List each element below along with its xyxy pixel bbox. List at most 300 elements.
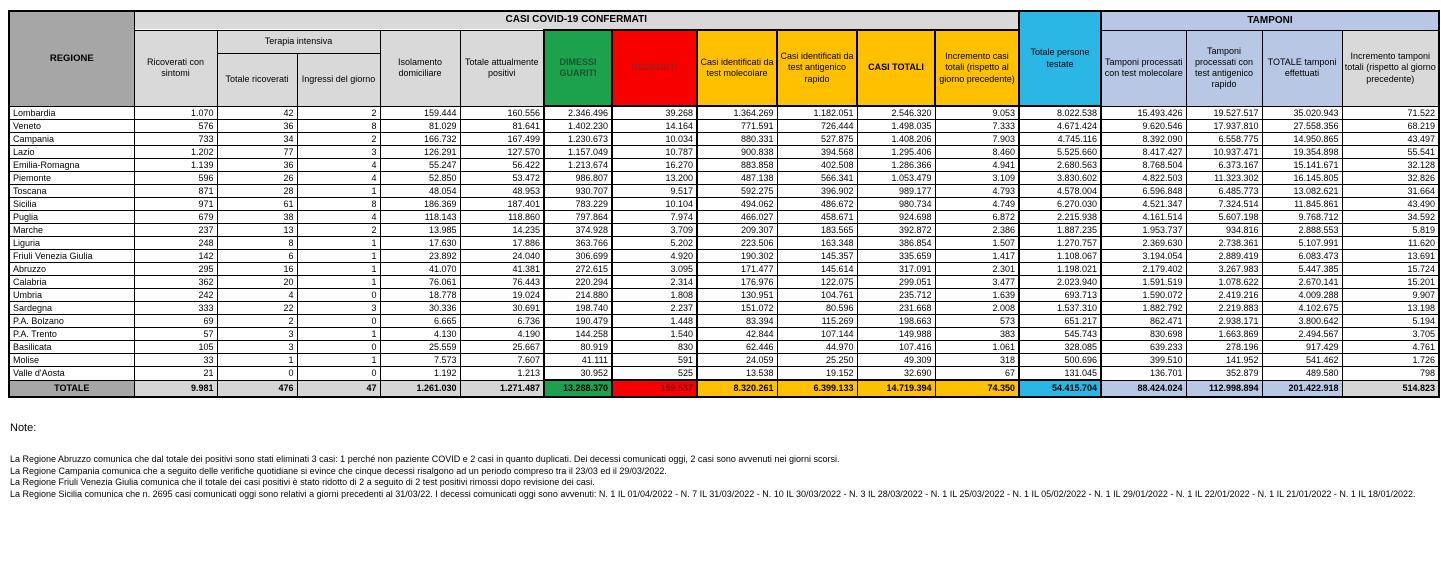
data-cell: 8.417.427 [1101, 146, 1186, 159]
data-cell: 80.919 [544, 341, 612, 354]
data-cell: 363.766 [544, 237, 612, 250]
data-cell: 187.401 [460, 198, 544, 211]
data-cell: 41.070 [380, 263, 460, 276]
data-cell: 733 [134, 133, 217, 146]
data-cell: 24.059 [697, 354, 777, 367]
data-cell: 1 [297, 185, 380, 198]
data-cell: 1.507 [935, 237, 1019, 250]
data-cell: 5.202 [612, 237, 697, 250]
data-cell: 458.671 [777, 211, 857, 224]
table-row [9, 276, 1439, 289]
data-cell: 9.907 [1342, 289, 1439, 302]
region-name: P.A. Trento [9, 328, 134, 341]
data-cell: 11.323.302 [1186, 172, 1262, 185]
totale-cell: 47 [297, 380, 380, 397]
data-cell: 149.988 [857, 328, 935, 341]
data-cell: 10.104 [612, 198, 697, 211]
data-cell: 171.477 [697, 263, 777, 276]
data-cell: 36 [217, 120, 297, 133]
data-cell: 2.369.630 [1101, 237, 1186, 250]
data-cell: 1.663.869 [1186, 328, 1262, 341]
data-cell: 13.082.621 [1262, 185, 1342, 198]
data-cell: 34 [217, 133, 297, 146]
data-cell: 2.008 [935, 302, 1019, 315]
data-cell: 4.761 [1342, 341, 1439, 354]
data-cell: 4 [297, 159, 380, 172]
table-row [9, 237, 1439, 250]
data-cell: 176.976 [697, 276, 777, 289]
data-cell: 26 [217, 172, 297, 185]
data-cell: 4.920 [612, 250, 697, 263]
data-cell: 1.639 [935, 289, 1019, 302]
data-cell: 4.161.514 [1101, 211, 1186, 224]
data-cell: 2.346.496 [544, 106, 612, 120]
data-cell: 2.219.883 [1186, 302, 1262, 315]
data-cell: 592.275 [697, 185, 777, 198]
data-cell: 971 [134, 198, 217, 211]
data-cell: 2.314 [612, 276, 697, 289]
data-cell: 486.672 [777, 198, 857, 211]
totale-cell: 13.288.370 [544, 380, 612, 397]
data-cell: 0 [217, 367, 297, 381]
data-cell: 33 [134, 354, 217, 367]
data-cell: 190.479 [544, 315, 612, 328]
data-cell: 639.233 [1101, 341, 1186, 354]
data-cell: 39.268 [612, 106, 697, 120]
data-cell: 5.447.385 [1262, 263, 1342, 276]
data-cell: 1.537.310 [1019, 302, 1101, 315]
data-cell: 1 [297, 276, 380, 289]
data-cell: 24.040 [460, 250, 544, 263]
data-cell: 8.460 [935, 146, 1019, 159]
data-cell: 41.111 [544, 354, 612, 367]
data-cell: 9.768.712 [1262, 211, 1342, 224]
data-cell: 166.732 [380, 133, 460, 146]
data-cell: 7.573 [380, 354, 460, 367]
data-cell: 53.472 [460, 172, 544, 185]
data-cell: 167.499 [460, 133, 544, 146]
data-cell: 333 [134, 302, 217, 315]
data-cell: 30.336 [380, 302, 460, 315]
data-cell: 2.494.567 [1262, 328, 1342, 341]
data-cell: 11.620 [1342, 237, 1439, 250]
data-cell: 3.194.054 [1101, 250, 1186, 263]
data-cell: 1 [297, 237, 380, 250]
column-header-totale-attualmente-positivi: Totale attualmente positivi [460, 30, 544, 106]
data-cell: 1.417 [935, 250, 1019, 263]
data-cell: 13.538 [697, 367, 777, 381]
data-cell: 883.858 [697, 159, 777, 172]
data-cell: 18.778 [380, 289, 460, 302]
data-cell: 126.291 [380, 146, 460, 159]
column-header-totale-persone-testate: Totale persone testate [1019, 11, 1101, 106]
data-cell: 68.219 [1342, 120, 1439, 133]
column-header-totale-ricoverati: Totale ricoverati [217, 53, 297, 106]
data-cell: 28 [217, 185, 297, 198]
data-cell: 231.668 [857, 302, 935, 315]
data-cell: 32.690 [857, 367, 935, 381]
data-cell: 8.392.090 [1101, 133, 1186, 146]
data-cell: 6.736 [460, 315, 544, 328]
data-cell: 80.596 [777, 302, 857, 315]
data-cell: 830 [612, 341, 697, 354]
data-cell: 13.691 [1342, 250, 1439, 263]
data-cell: 14.950.865 [1262, 133, 1342, 146]
column-header-ricoverati-con-sintomi: Ricoverati con sintomi [134, 30, 217, 106]
data-cell: 8 [297, 198, 380, 211]
data-cell: 248 [134, 237, 217, 250]
column-header-regione: REGIONE [9, 11, 134, 106]
data-cell: 17.630 [380, 237, 460, 250]
data-cell: 726.444 [777, 120, 857, 133]
data-cell: 71.522 [1342, 106, 1439, 120]
data-cell: 352.879 [1186, 367, 1262, 381]
data-cell: 1.364.269 [697, 106, 777, 120]
data-cell: 299.051 [857, 276, 935, 289]
data-cell: 55.247 [380, 159, 460, 172]
totale-cell: 6.399.133 [777, 380, 857, 397]
data-cell: 81.029 [380, 120, 460, 133]
data-cell: 494.062 [697, 198, 777, 211]
data-cell: 5.607.198 [1186, 211, 1262, 224]
totale-cell: 74.350 [935, 380, 1019, 397]
data-cell: 328.085 [1019, 341, 1101, 354]
data-cell: 4.793 [935, 185, 1019, 198]
data-cell: 10.034 [612, 133, 697, 146]
notes-title: Note: [10, 422, 37, 434]
data-cell: 6.596.848 [1101, 185, 1186, 198]
data-cell: 830.698 [1101, 328, 1186, 341]
data-cell: 17.937.810 [1186, 120, 1262, 133]
data-cell: 1.887.235 [1019, 224, 1101, 237]
data-cell: 2.301 [935, 263, 1019, 276]
column-header-totale-tamponi: TOTALE tamponi effettuati [1262, 30, 1342, 106]
data-cell: 32.826 [1342, 172, 1439, 185]
data-cell: 3.830.602 [1019, 172, 1101, 185]
data-cell: 42 [217, 106, 297, 120]
data-cell: 6.872 [935, 211, 1019, 224]
totale-row [9, 380, 1439, 397]
data-cell: 1.202 [134, 146, 217, 159]
data-cell: 220.294 [544, 276, 612, 289]
data-cell: 1 [297, 354, 380, 367]
totale-cell: 159.537 [612, 380, 697, 397]
data-cell: 9.053 [935, 106, 1019, 120]
banner-casi-confermati: CASI COVID-19 CONFERMATI [134, 11, 1019, 30]
region-name: Valle d'Aosta [9, 367, 134, 381]
data-cell: 141.952 [1186, 354, 1262, 367]
data-cell: 144.258 [544, 328, 612, 341]
data-cell: 4.941 [935, 159, 1019, 172]
data-cell: 10.787 [612, 146, 697, 159]
data-cell: 1.540 [612, 328, 697, 341]
data-cell: 394.568 [777, 146, 857, 159]
data-cell: 5.194 [1342, 315, 1439, 328]
data-cell: 3 [297, 146, 380, 159]
data-cell: 19.152 [777, 367, 857, 381]
data-cell: 1.213.674 [544, 159, 612, 172]
column-header-isolamento-domiciliare: Isolamento domiciliare [380, 30, 460, 106]
data-cell: 21 [134, 367, 217, 381]
data-cell: 679 [134, 211, 217, 224]
data-cell: 318 [935, 354, 1019, 367]
data-cell: 924.698 [857, 211, 935, 224]
data-cell: 4 [297, 211, 380, 224]
data-cell: 105 [134, 341, 217, 354]
data-cell: 1.590.072 [1101, 289, 1186, 302]
data-cell: 2.023.940 [1019, 276, 1101, 289]
data-cell: 5.107.991 [1262, 237, 1342, 250]
data-cell: 4 [297, 172, 380, 185]
data-cell: 8.768.504 [1101, 159, 1186, 172]
data-cell: 1.053.479 [857, 172, 935, 185]
table-row [9, 302, 1439, 315]
data-cell: 596 [134, 172, 217, 185]
data-cell: 3.095 [612, 263, 697, 276]
table-row [9, 367, 1439, 381]
region-name: Basilicata [9, 341, 134, 354]
data-cell: 1.498.035 [857, 120, 935, 133]
table-row [9, 185, 1439, 198]
data-cell: 362 [134, 276, 217, 289]
data-cell: 107.144 [777, 328, 857, 341]
data-cell: 34.592 [1342, 211, 1439, 224]
data-cell: 576 [134, 120, 217, 133]
data-cell: 8 [297, 120, 380, 133]
data-cell: 1.192 [380, 367, 460, 381]
data-cell: 7.607 [460, 354, 544, 367]
data-cell: 3.800.642 [1262, 315, 1342, 328]
data-cell: 396.902 [777, 185, 857, 198]
data-cell: 1.198.021 [1019, 263, 1101, 276]
data-cell: 880.331 [697, 133, 777, 146]
notes-section [10, 422, 1441, 500]
data-cell: 573 [935, 315, 1019, 328]
data-cell: 1.182.051 [777, 106, 857, 120]
data-cell: 15.141.671 [1262, 159, 1342, 172]
column-header-incremento-tamponi: Incremento tamponi totali (rispetto al giorno precedente) [1342, 30, 1439, 106]
data-cell: 2.670.141 [1262, 276, 1342, 289]
data-cell: 41.381 [460, 263, 544, 276]
data-cell: 4.749 [935, 198, 1019, 211]
region-name: Marche [9, 224, 134, 237]
data-cell: 14.235 [460, 224, 544, 237]
data-cell: 23.892 [380, 250, 460, 263]
region-name: Sicilia [9, 198, 134, 211]
column-header-ingressi-del-giorno: Ingressi del giorno [297, 53, 380, 106]
data-cell: 151.072 [697, 302, 777, 315]
data-cell: 8.022.538 [1019, 106, 1101, 120]
column-header-casi-totali: CASI TOTALI [857, 30, 935, 106]
table-row [9, 224, 1439, 237]
data-cell: 25.250 [777, 354, 857, 367]
totale-label: TOTALE [9, 380, 134, 397]
data-cell: 1 [297, 328, 380, 341]
data-cell: 6.083.473 [1262, 250, 1342, 263]
region-name: Veneto [9, 120, 134, 133]
data-cell: 242 [134, 289, 217, 302]
data-cell: 36 [217, 159, 297, 172]
data-cell: 20 [217, 276, 297, 289]
data-cell: 4.190 [460, 328, 544, 341]
data-cell: 6.373.167 [1186, 159, 1262, 172]
data-cell: 1.808 [612, 289, 697, 302]
data-cell: 7.324.514 [1186, 198, 1262, 211]
data-cell: 9.517 [612, 185, 697, 198]
totale-cell: 9.981 [134, 380, 217, 397]
data-cell: 6 [217, 250, 297, 263]
data-cell: 986.807 [544, 172, 612, 185]
data-cell: 11.845.861 [1262, 198, 1342, 211]
data-cell: 237 [134, 224, 217, 237]
data-cell: 43.497 [1342, 133, 1439, 146]
data-cell: 989.177 [857, 185, 935, 198]
data-cell: 500.696 [1019, 354, 1101, 367]
data-cell: 15.724 [1342, 263, 1439, 276]
data-cell: 5.819 [1342, 224, 1439, 237]
data-cell: 1 [297, 263, 380, 276]
data-cell: 159.444 [380, 106, 460, 120]
data-cell: 392.872 [857, 224, 935, 237]
data-cell: 2.889.419 [1186, 250, 1262, 263]
data-cell: 4.009.288 [1262, 289, 1342, 302]
region-name: Emilia-Romagna [9, 159, 134, 172]
data-cell: 7.974 [612, 211, 697, 224]
table-row [9, 354, 1439, 367]
data-cell: 49.309 [857, 354, 935, 367]
region-name: Piemonte [9, 172, 134, 185]
data-cell: 2 [297, 224, 380, 237]
data-cell: 6.665 [380, 315, 460, 328]
data-cell: 69 [134, 315, 217, 328]
data-cell: 980.734 [857, 198, 935, 211]
data-cell: 81.641 [460, 120, 544, 133]
table-header [9, 11, 1439, 106]
table-row [9, 198, 1439, 211]
data-cell: 5.525.660 [1019, 146, 1101, 159]
data-cell: 77 [217, 146, 297, 159]
column-header-tamponi-molecolare: Tamponi processati con test molecolare [1101, 30, 1186, 106]
data-cell: 2 [297, 106, 380, 120]
data-cell: 1.295.406 [857, 146, 935, 159]
data-cell: 4.822.503 [1101, 172, 1186, 185]
data-cell: 0 [297, 367, 380, 381]
column-group-terapia-intensiva: Terapia intensiva [217, 30, 380, 53]
data-cell: 145.614 [777, 263, 857, 276]
data-cell: 1.726 [1342, 354, 1439, 367]
data-cell: 1.882.792 [1101, 302, 1186, 315]
data-cell: 17.886 [460, 237, 544, 250]
data-cell: 13.198 [1342, 302, 1439, 315]
data-cell: 0 [297, 315, 380, 328]
data-cell: 57 [134, 328, 217, 341]
data-cell: 386.854 [857, 237, 935, 250]
data-cell: 61 [217, 198, 297, 211]
data-cell: 1.402.230 [544, 120, 612, 133]
data-cell: 76.443 [460, 276, 544, 289]
table-row [9, 159, 1439, 172]
totale-cell: 514.823 [1342, 380, 1439, 397]
table-row [9, 146, 1439, 159]
data-cell: 930.707 [544, 185, 612, 198]
data-cell: 1.078.622 [1186, 276, 1262, 289]
data-cell: 693.713 [1019, 289, 1101, 302]
data-cell: 2.546.320 [857, 106, 935, 120]
data-cell: 399.510 [1101, 354, 1186, 367]
data-cell: 190.302 [697, 250, 777, 263]
table-row [9, 263, 1439, 276]
data-cell: 4 [217, 289, 297, 302]
data-cell: 183.565 [777, 224, 857, 237]
data-cell: 16.270 [612, 159, 697, 172]
column-header-casi-test-molecolare: Casi identificati da test molecolare [697, 30, 777, 106]
data-cell: 2.738.361 [1186, 237, 1262, 250]
data-cell: 1 [217, 354, 297, 367]
data-cell: 6.270.030 [1019, 198, 1101, 211]
data-cell: 2.938.171 [1186, 315, 1262, 328]
data-cell: 35.020.943 [1262, 106, 1342, 120]
data-cell: 186.369 [380, 198, 460, 211]
data-cell: 44.970 [777, 341, 857, 354]
region-name: Campania [9, 133, 134, 146]
data-cell: 1.408.206 [857, 133, 935, 146]
data-cell: 278.196 [1186, 341, 1262, 354]
table-row [9, 106, 1439, 120]
note-line: La Regione Abruzzo comunica che dal totale dei positivi sono stati eliminati 3 casi: 1 perché non paziente COVID e 2 casi in quanto duplicati. Dei decessi comunicati oggi, 2 casi sono avvenuti nei giorni scorsi. [10, 454, 840, 464]
data-cell: 67 [935, 367, 1019, 381]
data-cell: 7.333 [935, 120, 1019, 133]
data-cell: 235.712 [857, 289, 935, 302]
table-row [9, 250, 1439, 263]
data-cell: 1.213 [460, 367, 544, 381]
totale-cell: 112.998.894 [1186, 380, 1262, 397]
data-cell: 118.143 [380, 211, 460, 224]
data-cell: 295 [134, 263, 217, 276]
data-cell: 19.024 [460, 289, 544, 302]
data-cell: 2.179.402 [1101, 263, 1186, 276]
data-cell: 900.838 [697, 146, 777, 159]
data-cell: 4.130 [380, 328, 460, 341]
data-cell: 4.578.004 [1019, 185, 1101, 198]
data-cell: 55.541 [1342, 146, 1439, 159]
table-row [9, 133, 1439, 146]
data-cell: 798 [1342, 367, 1439, 381]
data-cell: 209.307 [697, 224, 777, 237]
data-cell: 8 [217, 237, 297, 250]
data-cell: 25.559 [380, 341, 460, 354]
data-cell: 6.558.775 [1186, 133, 1262, 146]
data-cell: 525 [612, 367, 697, 381]
data-cell: 1.157.049 [544, 146, 612, 159]
totale-cell: 1.261.030 [380, 380, 460, 397]
data-cell: 16 [217, 263, 297, 276]
totale-cell: 201.422.918 [1262, 380, 1342, 397]
data-cell: 2.419.216 [1186, 289, 1262, 302]
region-name: Calabria [9, 276, 134, 289]
data-cell: 76.061 [380, 276, 460, 289]
data-cell: 2.680.563 [1019, 159, 1101, 172]
data-cell: 62.446 [697, 341, 777, 354]
data-cell: 797.864 [544, 211, 612, 224]
region-name: P.A. Bolzano [9, 315, 134, 328]
data-cell: 48.953 [460, 185, 544, 198]
data-cell: 3.705 [1342, 328, 1439, 341]
notes-lines [10, 454, 1441, 500]
data-cell: 223.506 [697, 237, 777, 250]
data-cell: 122.075 [777, 276, 857, 289]
data-cell: 783.229 [544, 198, 612, 211]
data-cell: 2.237 [612, 302, 697, 315]
